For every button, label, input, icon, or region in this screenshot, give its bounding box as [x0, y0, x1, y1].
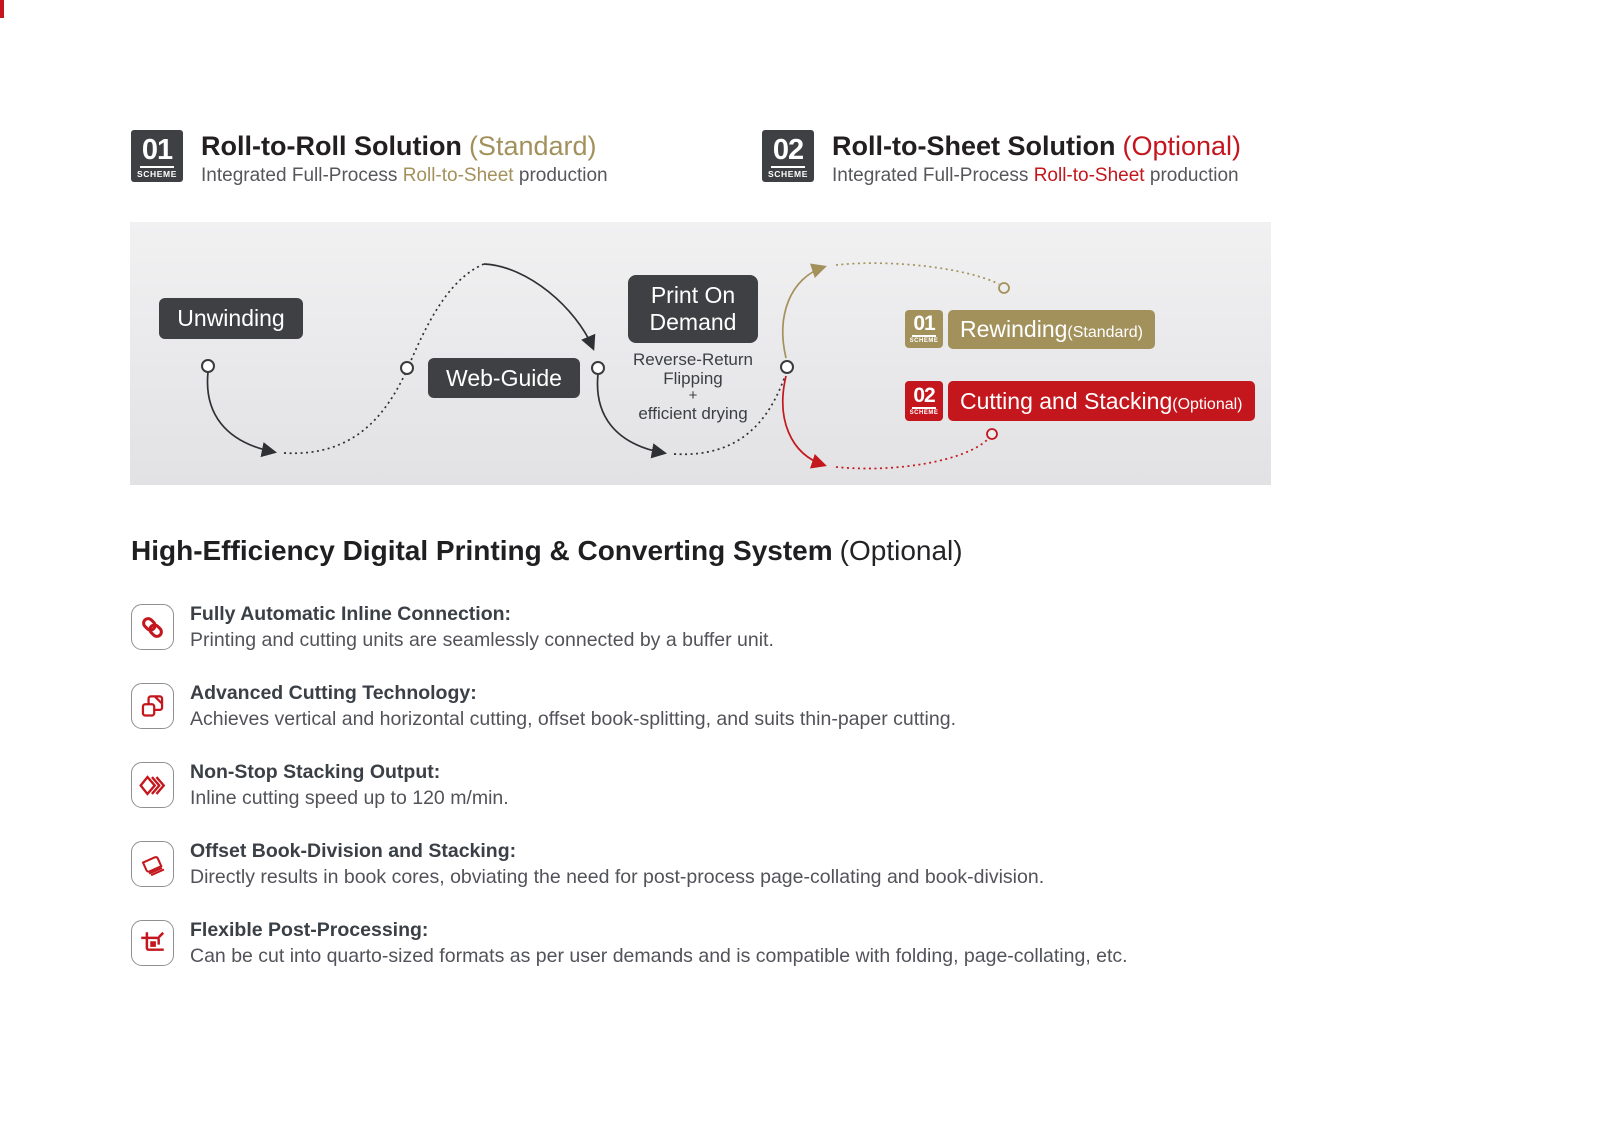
scheme-01-variant: (Standard) [468, 131, 597, 161]
scheme-label: SCHEME [768, 168, 808, 179]
link-icon [131, 604, 174, 650]
feature-desc: Can be cut into quarto-sized formats as per user demands and is compatible with folding, page-collating, etc. [190, 945, 1128, 967]
stacked-sheets-icon [131, 762, 174, 808]
badge-divider [771, 166, 805, 168]
feature-desc: Inline cutting speed up to 120 m/min. [190, 787, 509, 809]
step-web-guide: Web-Guide [428, 358, 580, 398]
scheme-02-text [832, 130, 1241, 188]
feature-list [131, 601, 1128, 996]
scheme-number: 02 [772, 133, 804, 166]
feature-item [131, 680, 1128, 732]
feature-desc: Achieves vertical and horizontal cutting, offset book-splitting, and suits thin-paper cutting. [190, 708, 956, 730]
scheme-02-title: Roll-to-Sheet Solution (Optional) [832, 131, 1242, 161]
scheme-number: 01 [141, 133, 173, 166]
flow-node [781, 361, 793, 373]
section-title: High-Efficiency Digital Printing & Converting System (Optional) [131, 535, 963, 566]
feature-item [131, 601, 1128, 653]
outcome-02-badge: 02 SCHEME [905, 381, 943, 421]
print-on-demand-note: Reverse-Return Flipping + efficient drying [633, 350, 753, 423]
scheme-01-text [201, 130, 608, 188]
scheme-01-badge [131, 130, 183, 182]
scheme-02-variant: (Optional) [1122, 131, 1242, 161]
step-unwinding: Unwinding [159, 298, 303, 339]
feature-desc: Directly results in book cores, obviating the need for post-process page-collating and book-division. [190, 866, 1045, 888]
outcome-01-badge: 01 SCHEME [905, 310, 943, 348]
feature-item [131, 917, 1128, 969]
scheme-01-header [131, 130, 608, 188]
outcome-rewinding: Rewinding (Standard) [948, 310, 1155, 349]
scheme-02-header [762, 130, 1241, 188]
process-flow-diagram [130, 222, 1271, 485]
page-edge-mark [0, 0, 4, 18]
badge-divider [912, 335, 936, 337]
feature-item [131, 759, 1128, 811]
scheme-01-subtitle: Integrated Full-Process Roll-to-Sheet production [201, 165, 608, 186]
feature-title: Non-Stop Stacking Output: [190, 761, 441, 783]
cut-pages-icon [131, 683, 174, 729]
crop-icon [131, 920, 174, 966]
flow-node [401, 362, 413, 374]
feature-item [131, 838, 1128, 890]
badge-divider [912, 407, 936, 409]
flow-node [592, 362, 604, 374]
scheme-02-subtitle: Integrated Full-Process Roll-to-Sheet production [832, 165, 1239, 186]
feature-title: Fully Automatic Inline Connection: [190, 603, 512, 625]
flow-end-node-gold [999, 283, 1009, 293]
book-stack-icon [131, 841, 174, 887]
flow-node [202, 360, 214, 372]
badge-divider [140, 166, 174, 168]
section-title-variant: (Optional) [839, 535, 963, 566]
feature-title: Offset Book-Division and Stacking: [190, 840, 517, 862]
flow-end-node-red [987, 429, 997, 439]
outcome-cutting-stacking: Cutting and Stacking (Optional) [948, 381, 1255, 421]
feature-title: Flexible Post-Processing: [190, 919, 429, 941]
scheme-label: SCHEME [137, 168, 177, 179]
feature-desc: Printing and cutting units are seamlessly connected by a buffer unit. [190, 629, 774, 651]
scheme-01-title: Roll-to-Roll Solution (Standard) [201, 131, 597, 161]
step-print-on-demand: Print On Demand [628, 275, 758, 343]
feature-title: Advanced Cutting Technology: [190, 682, 477, 704]
scheme-02-badge [762, 130, 814, 182]
